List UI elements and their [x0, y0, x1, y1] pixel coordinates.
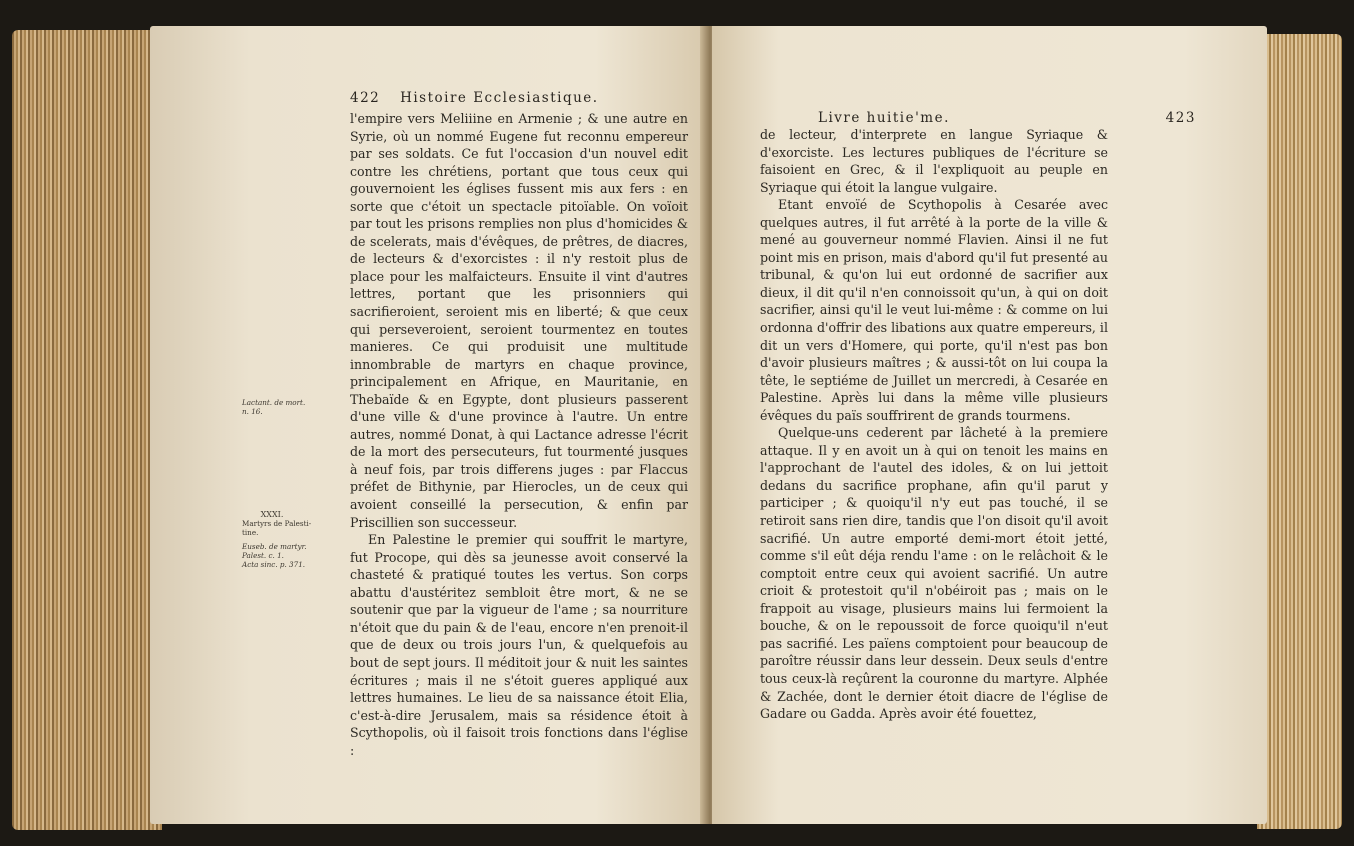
right-page	[712, 26, 1267, 824]
running-head-right	[818, 110, 1196, 126]
running-title: Livre huitie'me.	[818, 110, 950, 126]
sidenote-lactantius	[242, 398, 342, 416]
left-page-body	[350, 110, 688, 759]
sidenote-line: Euseb. de martyr.	[242, 542, 307, 551]
sidenote-line: tine.	[242, 528, 259, 537]
page-number: 422	[350, 90, 381, 106]
page-number: 423	[1165, 110, 1196, 126]
left-page	[150, 26, 706, 824]
sidenote-eusebius	[242, 542, 342, 569]
running-head-left	[350, 90, 599, 106]
running-title: Histoire Ecclesiastique.	[400, 90, 599, 106]
paragraph: de lecteur, d'interprete en langue Syriaque & d'exorciste. Les lectures publiques de l'écriture se faisoient en Grec, & il l'expliquoit au peuple en Syriaque qui étoit la langue vulgaire.	[760, 127, 1108, 195]
sidenote-line: Acta sinc. p. 371.	[242, 560, 306, 569]
right-page-body	[760, 126, 1108, 723]
open-book	[12, 20, 1342, 835]
paragraph: Etant envoïé de Scythopolis à Cesarée avec quelques autres, il fut arrêté à la porte de la ville & mené au gouverneur nommé Flavien. Ainsi il ne fut point mis en prison, mais d'abord qu'il fut presenté au tribunal, & qu'on lui eut ordonné de sacrifier aux dieux, il dit qu'il n'en connoissoit qu'un, à qui on doit sacrifier, ainsi qu'il le veut lui-même : & comme on lui ordonna d'offrir des libations aux quatre empereurs, il dit un vers d'Homere, qui porte, qu'il n'est pas bon d'avoir plusieurs maîtres ; & aussi-tôt on lui coupa la tête, le septiéme de Juillet un mercredi, à Cesarée en Palestine. Après lui dans la même ville plusieurs évêques du païs souffrirent de grands tourmens.	[760, 197, 1108, 423]
sidenote-line: Martyrs de Palesti-	[242, 519, 312, 528]
paragraph: Quelque-uns cederent par lâcheté à la premiere attaque. Il y en avoit un à qui on tenoit les mains en l'approchant de l'autel des idoles, & on lui jettoit dedans du sacrifice prophane, afin qu'il parut y participer ; & quoiqu'il n'y eut pas touché, il se retiroit sans rien dire, tandis que l'on disoit qu'il avoit sacrifié. Un autre emporté demi-mort étoit jetté, comme s'il eût déja rendu l'ame : on le relâchoit & le comptoit entre ceux qui avoient sacrifié. Un autre crioit & protestoit qu'il n'obéiroit pas ; mais on le frappoit au visage, plusieurs mains lui fermoient la bouche, & on le repoussoit de force quoiqu'il n'eut pas sacrifié. Les païens comptoient pour beaucoup de paroître réussir dans leur dessein. Deux seuls d'entre tous ceux-là reçûrent la couronne du martyre. Alphée & Zachée, dont le dernier étoit diacre de l'église de Gadare ou Gadda. Après avoir été fouettez,	[760, 425, 1108, 722]
sidenote-line: XXXI.	[260, 510, 284, 519]
paragraph: En Palestine le premier qui souffrit le martyre, fut Procope, qui dès sa jeunesse avoit conservé la chasteté & pratiqué toutes les vertus. Son corps abattu d'austéritez sembloit être mort, & ne se soutenir que par la vigueur de l'ame ; sa nourriture n'étoit que du pain & de l'eau, encore n'en prenoit-il que de deux ou trois jours l'un, & quelquefois au bout de sept jours. Il méditoit jour & nuit les saintes écritures ; mais il ne s'étoit gueres appliqué aux lettres humaines. Le lieu de sa naissance étoit Elia, c'est-à-dire Jerusalem, mais sa résidence étoit à Scythopolis, où il faisoit trois fonctions dans l'église :	[350, 532, 688, 758]
page-edges-right	[1257, 34, 1342, 829]
sidenote-line: Lactant. de mort.	[242, 398, 306, 407]
sidenote-line: n. 16.	[242, 407, 263, 416]
page-edges-left	[12, 30, 162, 830]
paragraph: l'empire vers Meliiine en Armenie ; & une autre en Syrie, où un nommé Eugene fut reconnu empereur par ses soldats. Ce fut l'occasion d'un nouvel edit contre les chrétiens, portant que tous ceux qui gouvernoient les églises fussent mis aux fers : en sorte que c'étoit un spectacle pitoïable. On voïoit par tout les prisons remplies non plus d'homicides & de scelerats, mais d'évêques, de prêtres, de diacres, de lecteurs & d'exorcistes : il n'y restoit plus de place pour les malfaicteurs. Ensuite il vint d'autres lettres, portant que les prisonniers qui sacrifieroient, seroient mis en liberté; & que ceux qui perseveroient, seroient tourmentez en toutes manieres. Ce qui produisit une multitude innombrable de martyrs en chaque province, principalement en Afrique, en Mauritanie, en Thebaïde & en Egypte, dont plusieurs passerent d'une ville & d'une province à l'autre. Un entre autres, nommé Donat, à qui Lactance adresse l'écrit de la mort des persecuteurs, fut tourmenté jusques à neuf fois, par trois differens juges : par Flaccus préfet de Bithynie, par Hierocles, un de ceux qui avoient conseillé la persecution, & enfin par Priscillien son successeur.	[350, 111, 688, 530]
sidenote-line: Palest. c. 1.	[242, 551, 284, 560]
sidenote-section-xxxi	[242, 510, 342, 537]
